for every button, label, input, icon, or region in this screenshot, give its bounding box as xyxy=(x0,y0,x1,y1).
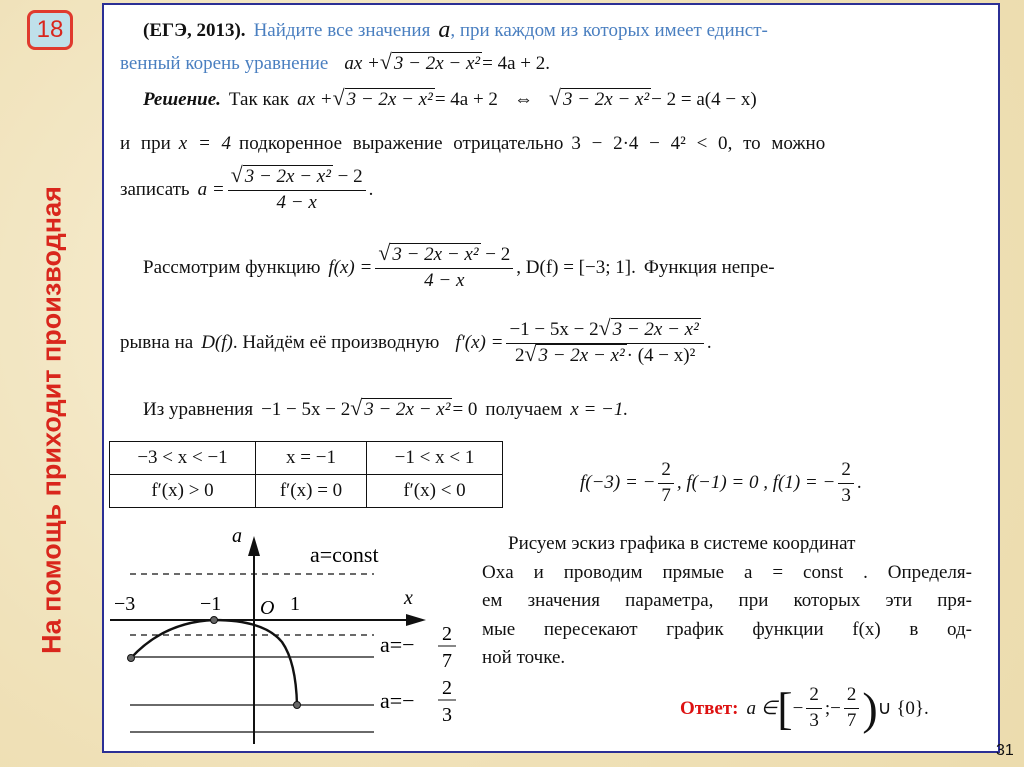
tick-label: −3 xyxy=(114,593,136,615)
y-axis-arrow xyxy=(248,536,260,556)
tick-label: 1 xyxy=(290,593,300,615)
math: , f(−1) = 0 , f(1) = − xyxy=(676,472,836,494)
math: 3 xyxy=(809,710,819,731)
math: 3 − 2x − x² xyxy=(244,166,331,187)
text: получаем xyxy=(485,398,563,420)
function-graph xyxy=(104,522,474,750)
text: и при xyxy=(120,133,171,154)
math: ∪ {0}. xyxy=(877,698,929,719)
solution-line-2 xyxy=(120,133,825,155)
solution-line-5 xyxy=(120,318,712,368)
text: . xyxy=(706,332,712,354)
table-cell: f′(x) = 0 xyxy=(256,475,367,508)
answer-label: Ответ: xyxy=(680,697,739,719)
text: . Найдём её производную xyxy=(232,332,440,354)
table-cell: −3 < x < −1 xyxy=(110,442,256,475)
math: −1 − 5x − 2 xyxy=(509,319,599,340)
text-line: ем значения параметра, при которых эти пря- xyxy=(482,590,972,611)
point xyxy=(128,655,135,662)
fraction xyxy=(658,458,674,508)
math: 7 xyxy=(846,710,857,731)
text: . xyxy=(368,179,374,201)
sqrt: √ 3 − 2x − x² xyxy=(379,50,481,74)
math: , D(f) = [−3; 1]. xyxy=(516,257,636,279)
line-label: a=− xyxy=(380,632,415,657)
table-cell: f′(x) > 0 xyxy=(110,475,256,508)
math: = 4a + 2 xyxy=(434,88,498,110)
math: 3 − 2x − x² xyxy=(364,399,451,420)
table-cell: f′(x) < 0 xyxy=(367,475,503,508)
param: a xyxy=(438,17,451,43)
math: f(x) = xyxy=(328,257,373,279)
math: −1 − 5x − 2 xyxy=(261,398,351,420)
math: 2 xyxy=(658,458,674,484)
math: 3 − 2x − x² xyxy=(393,53,481,74)
math: 2 xyxy=(806,683,822,709)
text-line: Рисуем эскиз графика в системе координат xyxy=(508,533,856,554)
math: 2 xyxy=(838,458,854,484)
sqrt: √ 3 − 2x − x² xyxy=(350,396,451,420)
problem-text: Найдите все значения xyxy=(253,19,431,41)
line-label-den: 7 xyxy=(442,650,452,672)
sqrt: √ 3 − 2x − x² xyxy=(332,86,433,110)
line-label: a=− xyxy=(380,688,415,713)
text: подкоренное выражение отрицательно xyxy=(239,133,564,154)
solution-line-3 xyxy=(120,165,373,215)
function-curve xyxy=(131,620,297,705)
math: 3 − 2·4 − 4² < 0 xyxy=(571,133,728,154)
solution-line-1 xyxy=(143,88,757,112)
text-line: Oxa и проводим прямые a = const . Определя- xyxy=(482,561,972,583)
const-label: a=const xyxy=(310,542,379,567)
math: = 0 xyxy=(452,398,478,420)
fraction: √ 3 − 2x − x² − 2 4 − x xyxy=(228,165,366,215)
point xyxy=(294,702,301,709)
table-cell: x = −1 xyxy=(256,442,367,475)
text: Рассмотрим функцию xyxy=(143,257,321,279)
table-cell: −1 < x < 1 xyxy=(367,442,503,475)
table-row xyxy=(110,442,503,475)
function-values xyxy=(580,458,862,508)
y-axis-label: a xyxy=(232,525,242,547)
math: 3 − 2x − x² xyxy=(612,319,699,340)
math: x = −1. xyxy=(570,398,629,420)
math: 3 − 2x − x² xyxy=(538,344,625,366)
side-title: На помощь приходит производная xyxy=(36,186,67,654)
math: ; xyxy=(824,697,831,719)
slide-number-badge: 18 xyxy=(27,10,73,50)
problem-line-2 xyxy=(120,52,550,76)
math: ax + xyxy=(344,52,380,74)
math: a = xyxy=(197,179,225,201)
math: 3 − 2x − x² xyxy=(392,244,479,265)
text: Из уравнения xyxy=(143,398,254,420)
solution-label: Решение. xyxy=(143,88,221,110)
math: 3 − 2x − x² xyxy=(562,89,650,110)
sign-table xyxy=(109,441,503,508)
math: 3 xyxy=(841,484,851,506)
line-label-den: 3 xyxy=(442,704,452,726)
solution-line-4 xyxy=(143,243,775,293)
problem-source: (ЕГЭ, 2013). xyxy=(143,19,246,41)
answer: Ответ: a ∈ [ − $\frac{2}{3}$ ; − $\frac{2}{7}$ ) ∪ {0}. xyxy=(680,683,929,734)
fraction xyxy=(838,458,854,508)
table-row xyxy=(110,475,503,508)
tick-label: −1 xyxy=(200,593,222,615)
math: x = 4 xyxy=(178,133,232,154)
x-axis-label: x xyxy=(404,587,413,609)
math: 2 xyxy=(514,344,525,366)
text: записать xyxy=(120,179,190,201)
sqrt: √ 3 − 2x − x² xyxy=(548,86,650,110)
text-line: мые пересекают график функции f(x) в од- xyxy=(482,618,972,640)
text: рывна на xyxy=(120,332,194,354)
text: . xyxy=(856,472,862,494)
math: ax + xyxy=(297,88,333,110)
solution-line-6 xyxy=(143,398,628,422)
text: Так как xyxy=(228,88,290,110)
math: 3 − 2x − x² xyxy=(346,89,433,110)
problem-text: венный корень уравнение xyxy=(120,52,329,74)
equiv-symbol: ⇔ xyxy=(513,88,533,110)
math: D(f) xyxy=(201,332,233,354)
math: − 2 xyxy=(337,166,363,187)
math: f′(x) = xyxy=(455,332,504,354)
problem-line-1 xyxy=(143,17,768,44)
math: = 4a + 2. xyxy=(482,52,550,74)
math: 7 xyxy=(661,484,671,506)
math: 2 xyxy=(844,683,860,709)
point xyxy=(211,617,218,624)
fraction: −1 − 5x − 2 √ 3 − 2x − x² 2 √ 3 − 2x − x² · (4 − x)² xyxy=(506,318,703,368)
math: − 2 = a(4 − x) xyxy=(651,88,757,110)
text-line: ной точке. xyxy=(482,647,566,668)
explanation xyxy=(482,530,972,673)
math: f(−3) = − xyxy=(580,472,656,494)
math: a ∈ xyxy=(746,698,778,719)
text: , то можно xyxy=(727,133,826,154)
fraction xyxy=(806,683,822,733)
line-label-num: 2 xyxy=(442,677,452,699)
origin-label: O xyxy=(260,597,275,619)
math: 4 − x xyxy=(276,191,317,213)
math: · (4 − x)² xyxy=(626,344,696,366)
math: − 2 xyxy=(485,244,511,265)
bracket: [ xyxy=(777,683,793,734)
page-number: 31 xyxy=(996,742,1014,759)
line-label-num: 2 xyxy=(442,623,452,645)
fraction: √ 3 − 2x − x² − 2 4 − x xyxy=(375,243,513,293)
bracket: ) xyxy=(862,683,878,734)
problem-text: , при каждом из которых имеет единст- xyxy=(450,19,768,41)
fraction xyxy=(844,683,860,733)
text: Функция непре- xyxy=(643,257,775,279)
math: 4 − x xyxy=(424,269,465,291)
x-axis-arrow xyxy=(406,614,426,626)
